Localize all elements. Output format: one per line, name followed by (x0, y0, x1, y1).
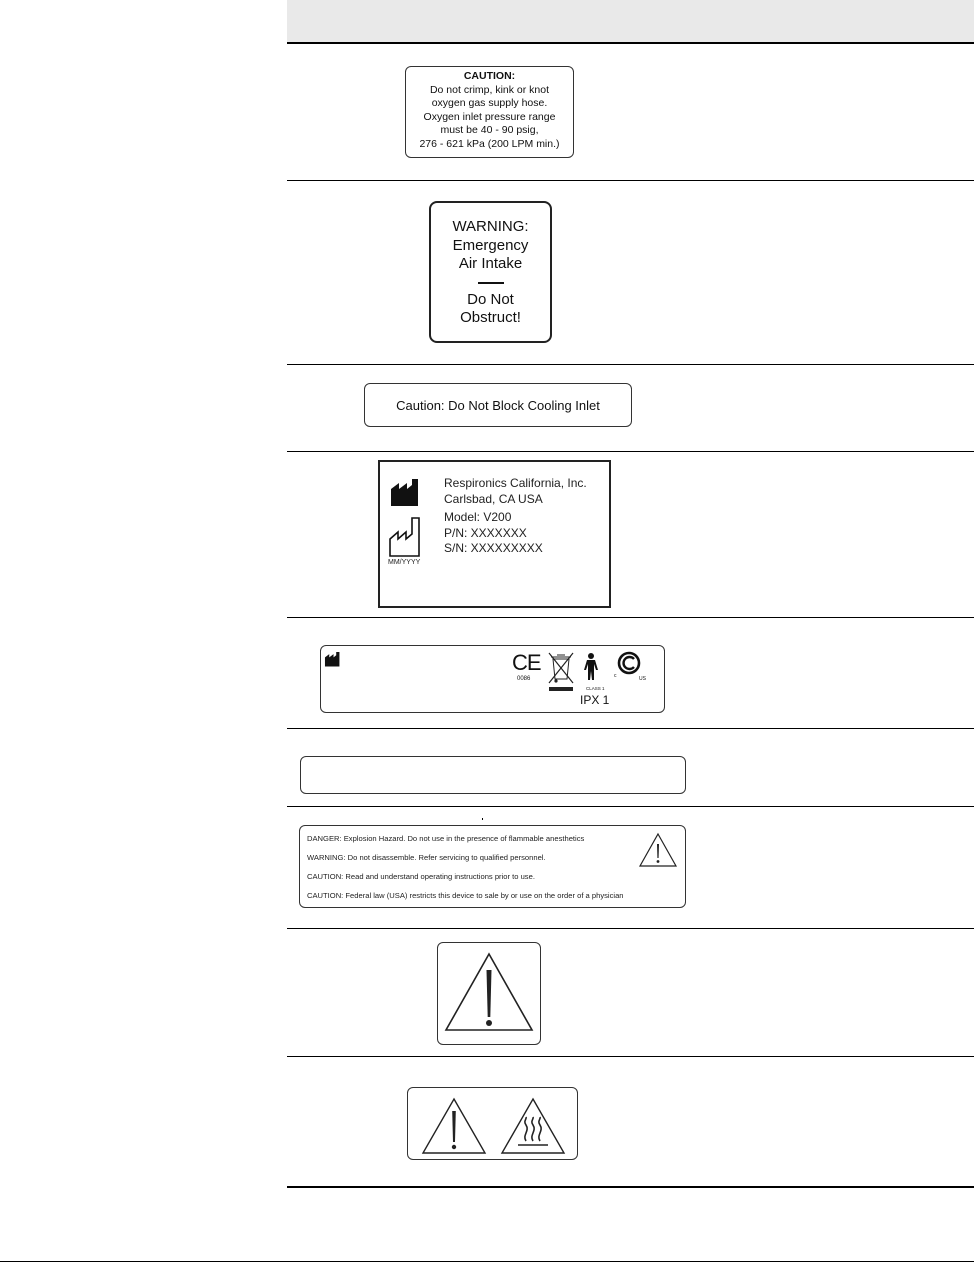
danger-line: DANGER: Explosion Hazard. Do not use in the presence of flammable anesthetics (307, 834, 585, 843)
csa-us-text: US (639, 676, 646, 682)
table-bottom-rule (287, 1186, 974, 1188)
serial-number: S/N: XXXXXXXXX (444, 541, 543, 556)
row-divider (287, 180, 974, 181)
row-divider (287, 806, 974, 807)
csa-c-text: c (614, 673, 617, 679)
model-number: Model: V200 (444, 510, 512, 525)
dash-divider (478, 282, 504, 284)
oxygen-caution-label (405, 66, 574, 158)
row-divider (287, 617, 974, 618)
warning-line: WARNING: Do not disassemble. Refer servicing to qualified personnel. (307, 853, 546, 862)
hot-surface-label (407, 1087, 578, 1160)
row-divider (287, 364, 974, 365)
manufacturer-info (444, 476, 587, 557)
label-line: Emergency (452, 236, 529, 254)
part-number: P/N: XXXXXXX (444, 525, 527, 540)
cooling-caution-label (364, 383, 632, 427)
company-location: Carlsbad, CA USA (444, 491, 543, 506)
label-line: WARNING: (452, 218, 529, 235)
label-line: Obstruct! (460, 309, 521, 326)
table-header-rule (287, 42, 974, 44)
manufacturer-icon (390, 479, 422, 507)
warning-triangle-icon (638, 832, 678, 868)
label-title: CAUTION: (463, 70, 516, 82)
row-divider (287, 728, 974, 729)
label-line: must be 40 - 90 psig, (440, 124, 539, 136)
label-line: oxygen gas supply hose. (431, 97, 548, 109)
weee-bin-icon (546, 651, 576, 691)
warning-symbol-label (437, 942, 541, 1045)
label-line: Air Intake (458, 255, 523, 272)
csa-icon (618, 652, 640, 674)
hazard-warnings-label (299, 825, 686, 908)
label-line: 276 - 621 kPa (200 LPM min.) (419, 137, 560, 150)
hot-surface-icon (501, 1098, 565, 1154)
compliance-label (320, 645, 665, 713)
caution-line: CAUTION: Federal law (USA) restricts this device to sale by or use on the order of a physician (307, 891, 624, 900)
warning-triangle-icon (422, 1098, 486, 1154)
row-divider (287, 1056, 974, 1057)
label-line: Do Not (467, 290, 514, 308)
row-divider (287, 451, 974, 452)
warning-triangle-icon (444, 952, 534, 1032)
table-header-bar (287, 0, 974, 42)
manufacturer-icon (324, 652, 342, 667)
label-line: Oxygen inlet pressure range (423, 110, 556, 123)
label-text: Caution: Do Not Block Cooling Inlet (396, 398, 600, 413)
type-b-person-icon (583, 653, 599, 681)
manufacturer-label (378, 460, 611, 608)
manufacture-date-icon (389, 517, 423, 557)
label-line: Do not crimp, kink or knot (429, 83, 550, 96)
ce-mark: CE (512, 650, 541, 675)
notified-body-number: 0086 (517, 676, 531, 682)
row-divider (287, 928, 974, 929)
date-format-text: MM/YYYY (388, 559, 421, 566)
blank-label (300, 756, 686, 794)
company-name: Respironics California, Inc. (444, 476, 587, 490)
air-intake-warning-label (429, 201, 552, 343)
ip-rating: IPX 1 (580, 693, 610, 707)
caution-line: CAUTION: Read and understand operating instructions prior to use. (307, 872, 535, 881)
class-text: CLASS 1 (586, 686, 605, 691)
stray-mark (482, 818, 483, 820)
